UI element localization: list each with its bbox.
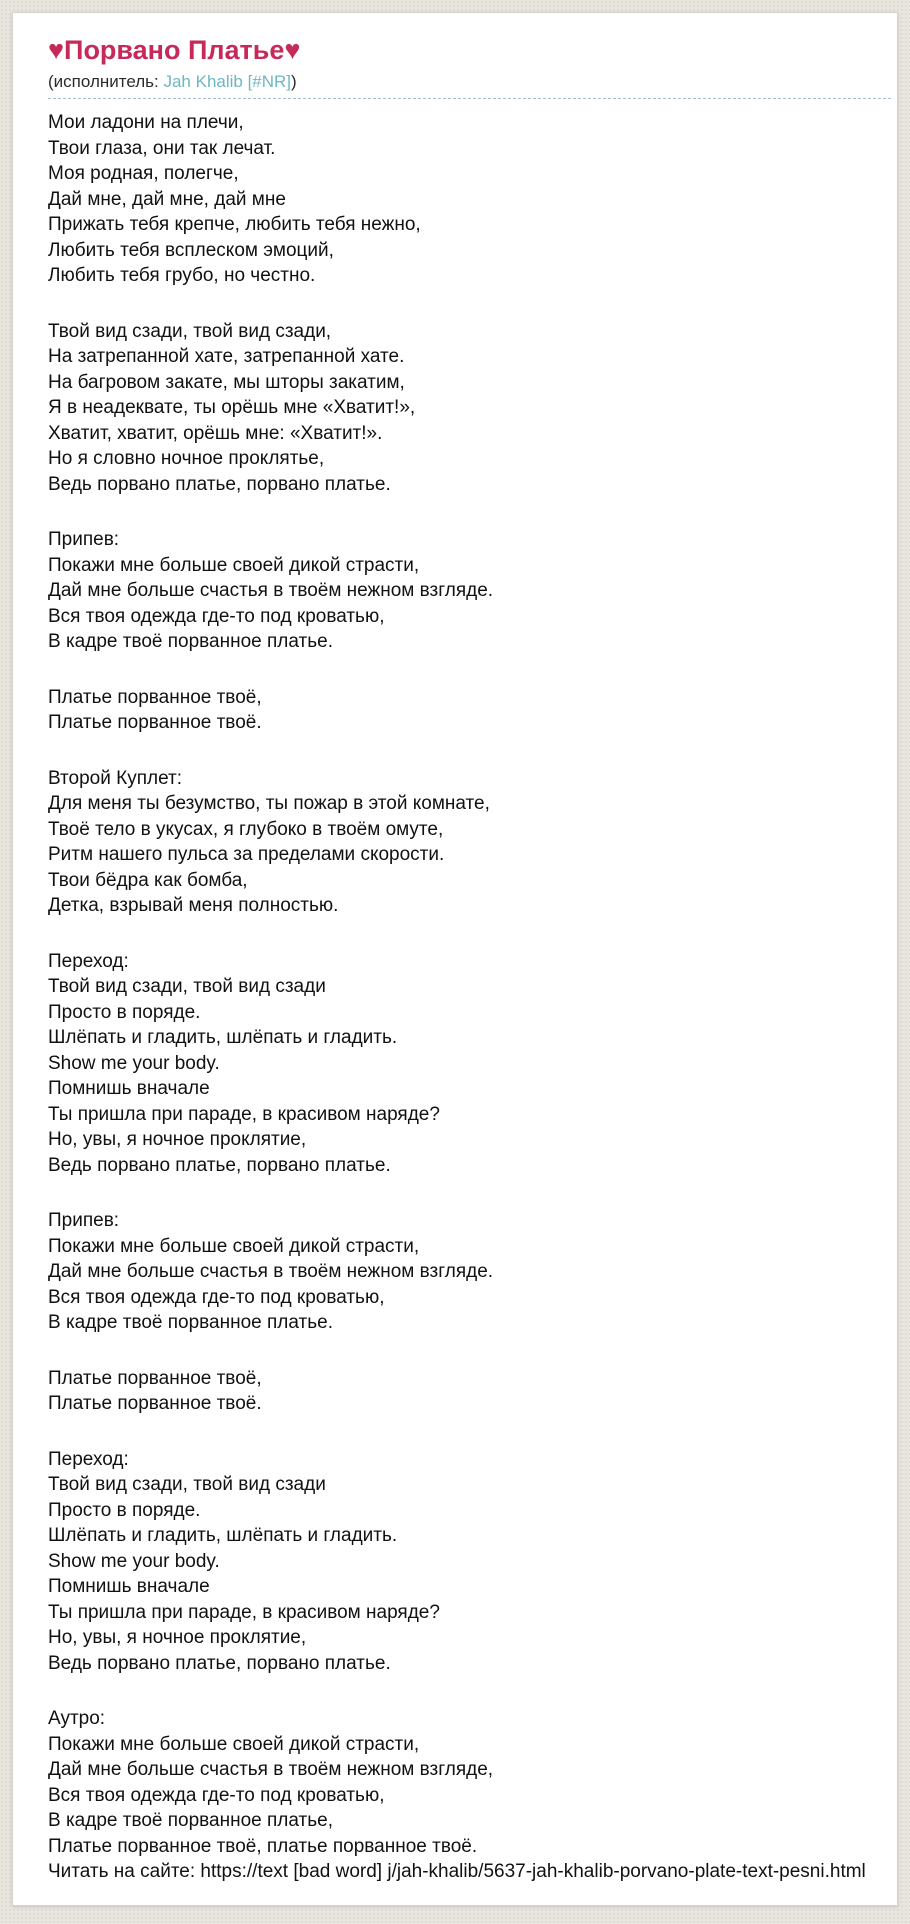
lyric-line: Твой вид сзади, твой вид сзади (48, 976, 326, 997)
lyric-line: Покажи мне больше своей дикой страсти, (48, 1235, 420, 1257)
stanza (48, 319, 891, 498)
lyric-line: Твои бёдра как бомба, (48, 869, 248, 891)
lyric-line: Платье порванное твоё, (48, 686, 262, 708)
lyric-line: Помнишь вначале (48, 1078, 210, 1099)
lyric-line: Show me your body. (48, 1550, 220, 1572)
lyric-line: Но, увы, я ночное проклятие, (48, 1627, 307, 1648)
lyric-line: Дай мне больше счастья в твоём нежном взгляде. (48, 580, 494, 601)
lyric-line: Платье порванное твоё. (48, 712, 262, 733)
lyric-line: Детка, взрывай меня полностью. (48, 895, 339, 916)
artist-line (48, 71, 891, 92)
lyric-line: Моя родная, полегче, (48, 163, 239, 184)
artist-link[interactable]: Jah Khalib [#NR] (163, 72, 292, 91)
lyric-line: Помнишь вначале (48, 1576, 210, 1597)
lyric-line: Просто в поряде. (48, 1001, 201, 1023)
stanza (48, 110, 891, 289)
lyric-line: Аутро: (48, 1708, 106, 1729)
lyric-line: Твои глаза, они так лечат. (48, 137, 276, 159)
lyric-line: Шлёпать и гладить, шлёпать и гладить. (48, 1027, 398, 1048)
stanza (48, 1447, 891, 1677)
stanza (48, 1706, 891, 1885)
lyric-line: Ритм нашего пульса за пределами скорости. (48, 844, 445, 865)
lyric-line: Дай мне больше счастья в твоём нежном взгляде, (48, 1759, 494, 1780)
lyric-line: Платье порванное твоё, (48, 1367, 262, 1389)
lyric-line: Ведь порвано платье, порвано платье. (48, 1154, 391, 1176)
lyric-line: Ведь порвано платье, порвано платье. (48, 473, 391, 495)
lyric-line: Припев: (48, 529, 120, 550)
lyric-line: На затрепанной хате, затрепанной хате. (48, 346, 405, 367)
lyrics (48, 110, 891, 1885)
lyric-line: Твой вид сзади, твой вид сзади (48, 1474, 326, 1495)
lyric-line: Платье порванное твоё, платье порванное твоё. (48, 1835, 478, 1857)
lyric-line: Прижать тебя крепче, любить тебя нежно, (48, 214, 421, 235)
lyric-line: Я в неадеквате, ты орёшь мне «Хватит!», (48, 397, 416, 418)
lyric-line: Вся твоя одежда где-то под кроватью, (48, 1286, 385, 1308)
lyric-line: Дай мне, дай мне, дай мне (48, 188, 286, 210)
lyric-line: Но я словно ночное проклятье, (48, 448, 325, 469)
stanza (48, 685, 891, 736)
lyric-line: Переход: (48, 1448, 129, 1470)
lyric-line: Читать на сайте: https://text [bad word] j/jah-khalib/5637-jah-khalib-porvano-plate-text-pesni.html (48, 1861, 866, 1882)
lyric-line: Второй Куплет: (48, 767, 182, 789)
lyric-line: В кадре твоё порванное платье. (48, 1312, 333, 1333)
lyric-line: Хватит, хватит, орёшь мне: «Хватит!». (48, 422, 383, 444)
stanza (48, 1208, 891, 1336)
lyric-line: Любить тебя грубо, но честно. (48, 265, 316, 286)
lyric-line: Дай мне больше счастья в твоём нежном взгляде. (48, 1261, 494, 1282)
lyric-line: Твой вид сзади, твой вид сзади, (48, 320, 332, 342)
lyric-line: Вся твоя одежда где-то под кроватью, (48, 605, 385, 627)
lyric-line: На багровом закате, мы шторы закатим, (48, 371, 405, 393)
lyric-line: Для меня ты безумство, ты пожар в этой комнате, (48, 793, 490, 814)
page-title: ♥Порвано Платье♥ (48, 35, 301, 65)
lyric-line: Ты пришла при параде, в красивом наряде? (48, 1103, 440, 1125)
artist-close-paren: ) (291, 72, 297, 91)
lyric-line: Ведь порвано платье, порвано платье. (48, 1652, 391, 1674)
content-card (12, 12, 898, 1906)
lyric-line: Припев: (48, 1210, 120, 1231)
artist-label: (исполнитель: (48, 72, 164, 91)
lyric-line: Ты пришла при параде, в красивом наряде? (48, 1601, 440, 1623)
lyric-line: Платье порванное твоё. (48, 1393, 262, 1414)
stanza (48, 949, 891, 1179)
lyric-line: Любить тебя всплеском эмоций, (48, 239, 334, 261)
lyric-line: Переход: (48, 950, 129, 972)
lyric-line: Мои ладони на плечи, (48, 112, 244, 133)
lyric-line: Но, увы, я ночное проклятие, (48, 1129, 307, 1150)
lyric-line: Покажи мне больше своей дикой страсти, (48, 1733, 420, 1755)
lyric-line: В кадре твоё порванное платье. (48, 631, 333, 652)
lyric-line: Show me your body. (48, 1052, 220, 1074)
stanza (48, 1366, 891, 1417)
stanza (48, 766, 891, 919)
lyric-line: Просто в поряде. (48, 1499, 201, 1521)
lyric-line: Покажи мне больше своей дикой страсти, (48, 554, 420, 576)
lyric-line: Шлёпать и гладить, шлёпать и гладить. (48, 1525, 398, 1546)
dotted-separator (48, 98, 891, 99)
lyric-line: Твоё тело в укусах, я глубоко в твоём омуте, (48, 818, 444, 840)
lyric-line: Вся твоя одежда где-то под кроватью, (48, 1784, 385, 1806)
stanza (48, 527, 891, 655)
lyric-line: В кадре твоё порванное платье, (48, 1810, 333, 1831)
